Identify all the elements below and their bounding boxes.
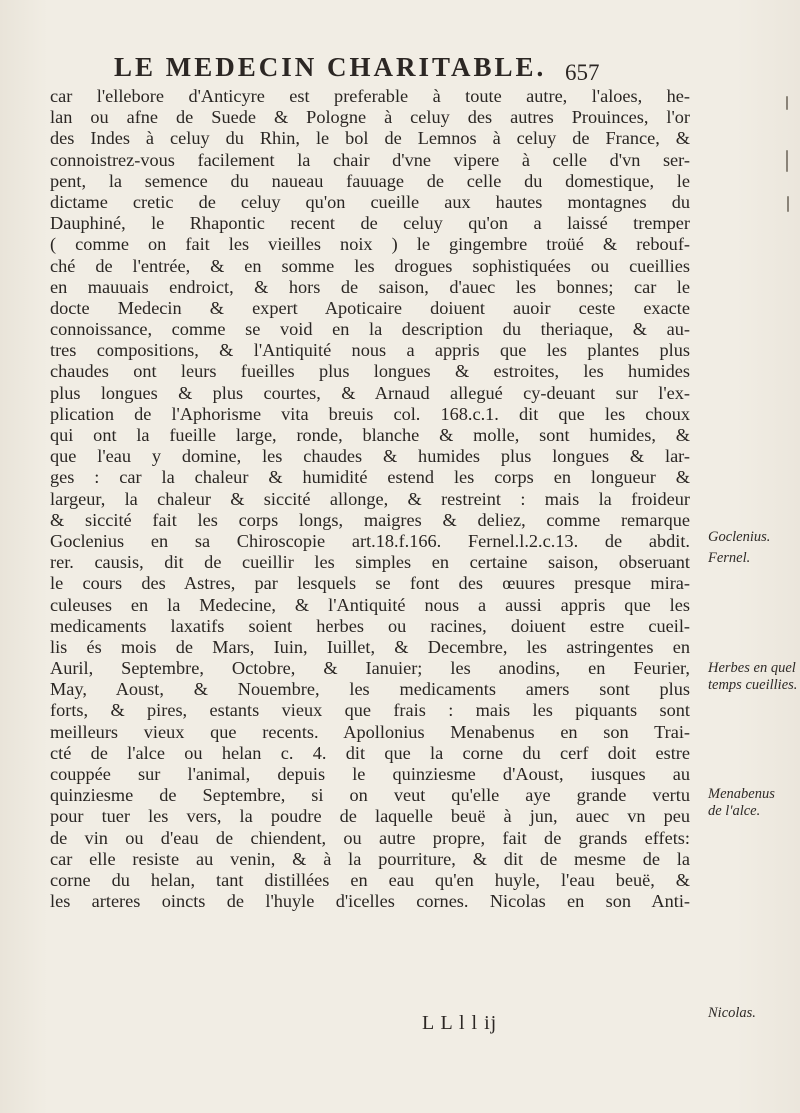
text-line: & siccité fait les corps longs, maigres & deliez, comme remarque: [50, 509, 690, 530]
text-line: connoissance, comme se void en la description du theriaque, & au-: [50, 319, 690, 340]
margin-note-nicolas: Nicolas.: [708, 1005, 756, 1021]
text-line: forts, & pires, estants vieux que frais : mais les piquants sont: [50, 700, 690, 721]
text-line: ges : car la chaleur & humidité estend les corps en longueur &: [50, 467, 690, 488]
text-line: couppée sur l'animal, depuis le quinziesme d'Aoust, iusques au: [50, 764, 690, 784]
text-line: de vin ou d'eau de chiendent, ou autre propre, fait de grands effets:: [50, 827, 690, 848]
edge-mark: [786, 96, 788, 110]
text-line: le cours des Astres, par lesquels se font des œuures presque mira-: [50, 573, 690, 594]
text-line: cté de l'alce ou helan c. 4. dit que la corne du cerf doit estre: [50, 742, 690, 763]
text-line: que l'eau y domine, les chaudes & humides plus longues & lar-: [50, 446, 690, 467]
text-line: corne du helan, tant distillées en eau qu'en huyle, l'eau beuë, &: [50, 869, 690, 890]
text-line: les arteres oincts de l'huyle d'icelles cornes. Nicolas en son Anti-: [50, 891, 690, 912]
text-line: en mauuais endroict, & hors de saison, d'auec les bonnes; car le: [50, 276, 690, 297]
text-line: medicaments laxatifs soient herbes ou racines, doiuent estre cueil-: [50, 615, 690, 636]
edge-mark: [787, 196, 789, 212]
text-line: docte Medecin & expert Apoticaire doiuent auoir ceste exacte: [50, 297, 690, 318]
text-line: dictame cretic de celuy qu'on cueille aux hautes montagnes du: [50, 191, 690, 212]
signature-mark: L L l l ij: [422, 1012, 498, 1034]
text-line: connoistrez-vous facilement la chair d'vne vipere à celle d'vn ser-: [50, 149, 690, 170]
text-line: pour tuer les vers, la poudre de laquelle beuë à jun, auec vn peu: [50, 806, 690, 827]
text-line: rer. causis, dit de cueillir les simples en certaine saison, obseruant: [50, 552, 690, 573]
text-line: May, Aoust, & Nouembre, les medicaments amers sont plus: [50, 679, 690, 700]
text-line: lis és mois de Mars, Iuin, Iuillet, & Decembre, les astringentes en: [50, 636, 690, 657]
text-line: largeur, la chaleur & siccité allonge, & restreint : mais la froideur: [50, 488, 690, 509]
text-line: Dauphiné, le Rhapontic recent de celuy qu'on a laissé tremper: [50, 213, 690, 234]
text-line: car elle resiste au venin, & à la pourriture, & dit de mesme de la: [50, 848, 690, 869]
running-title: LE MEDECIN CHARITABLE.: [114, 52, 547, 82]
text-line: plication de l'Aphorisme vita breuis col. 168.c.1. dit que les choux: [50, 403, 690, 424]
text-line: ( comme on fait les vieilles noix ) le gingembre troüé & rebouf-: [50, 234, 690, 255]
text-line: tres compositions, & l'Antiquité nous a appris que les plantes plus: [50, 340, 690, 361]
text-line: pent, la semence du naueau fauuage de celle du domestique, le: [50, 170, 690, 191]
text-line: quinziesme de Septembre, si on veut qu'elle aye grande vertu: [50, 785, 690, 806]
text-line: Goclenius en sa Chiroscopie art.18.f.166. Fernel.l.2.c.13. de abdit.: [50, 530, 690, 551]
text-line: culeuses en la Medecine, & l'Antiquité nous a aussi appris que les: [50, 594, 690, 615]
text-line: lan ou afne de Suede & Pologne à celuy des autres Prouinces, l'or: [50, 107, 690, 128]
text-line: meilleurs vieux que recents. Apollonius Menabenus en son Trai-: [50, 721, 690, 742]
text-line: Auril, Septembre, Octobre, & Ianuier; les anodins, en Feurier,: [50, 658, 690, 679]
margin-note-goclenius: Goclenius.: [708, 529, 771, 545]
margin-note-menabenus: Menabenus de l'alce.: [708, 786, 775, 819]
text-line: ché de l'entrée, & en somme les drogues sophistiquées ou cueillies: [50, 255, 690, 276]
text-line: plus longues & plus courtes, & Arnaud allegué cy-deuant sur l'ex-: [50, 382, 690, 403]
text-line: chaudes ont leurs fueilles plus longues & estroites, les humides: [50, 361, 690, 382]
margin-note-herbes: Herbes en quel temps cueillies.: [708, 660, 798, 693]
edge-mark: [786, 150, 788, 172]
page-number: 657: [565, 60, 600, 85]
text-line: car l'ellebore d'Anticyre est preferable à toute autre, l'aloes, he-: [50, 86, 690, 106]
text-line: des Indes à celuy du Rhin, le bol de Lemnos à celuy de France, &: [50, 128, 690, 149]
body-text: [50, 86, 690, 912]
text-line: qui ont la fueille large, ronde, blanche & molle, sont humides, &: [50, 425, 690, 445]
margin-note-fernel: Fernel.: [708, 550, 751, 566]
